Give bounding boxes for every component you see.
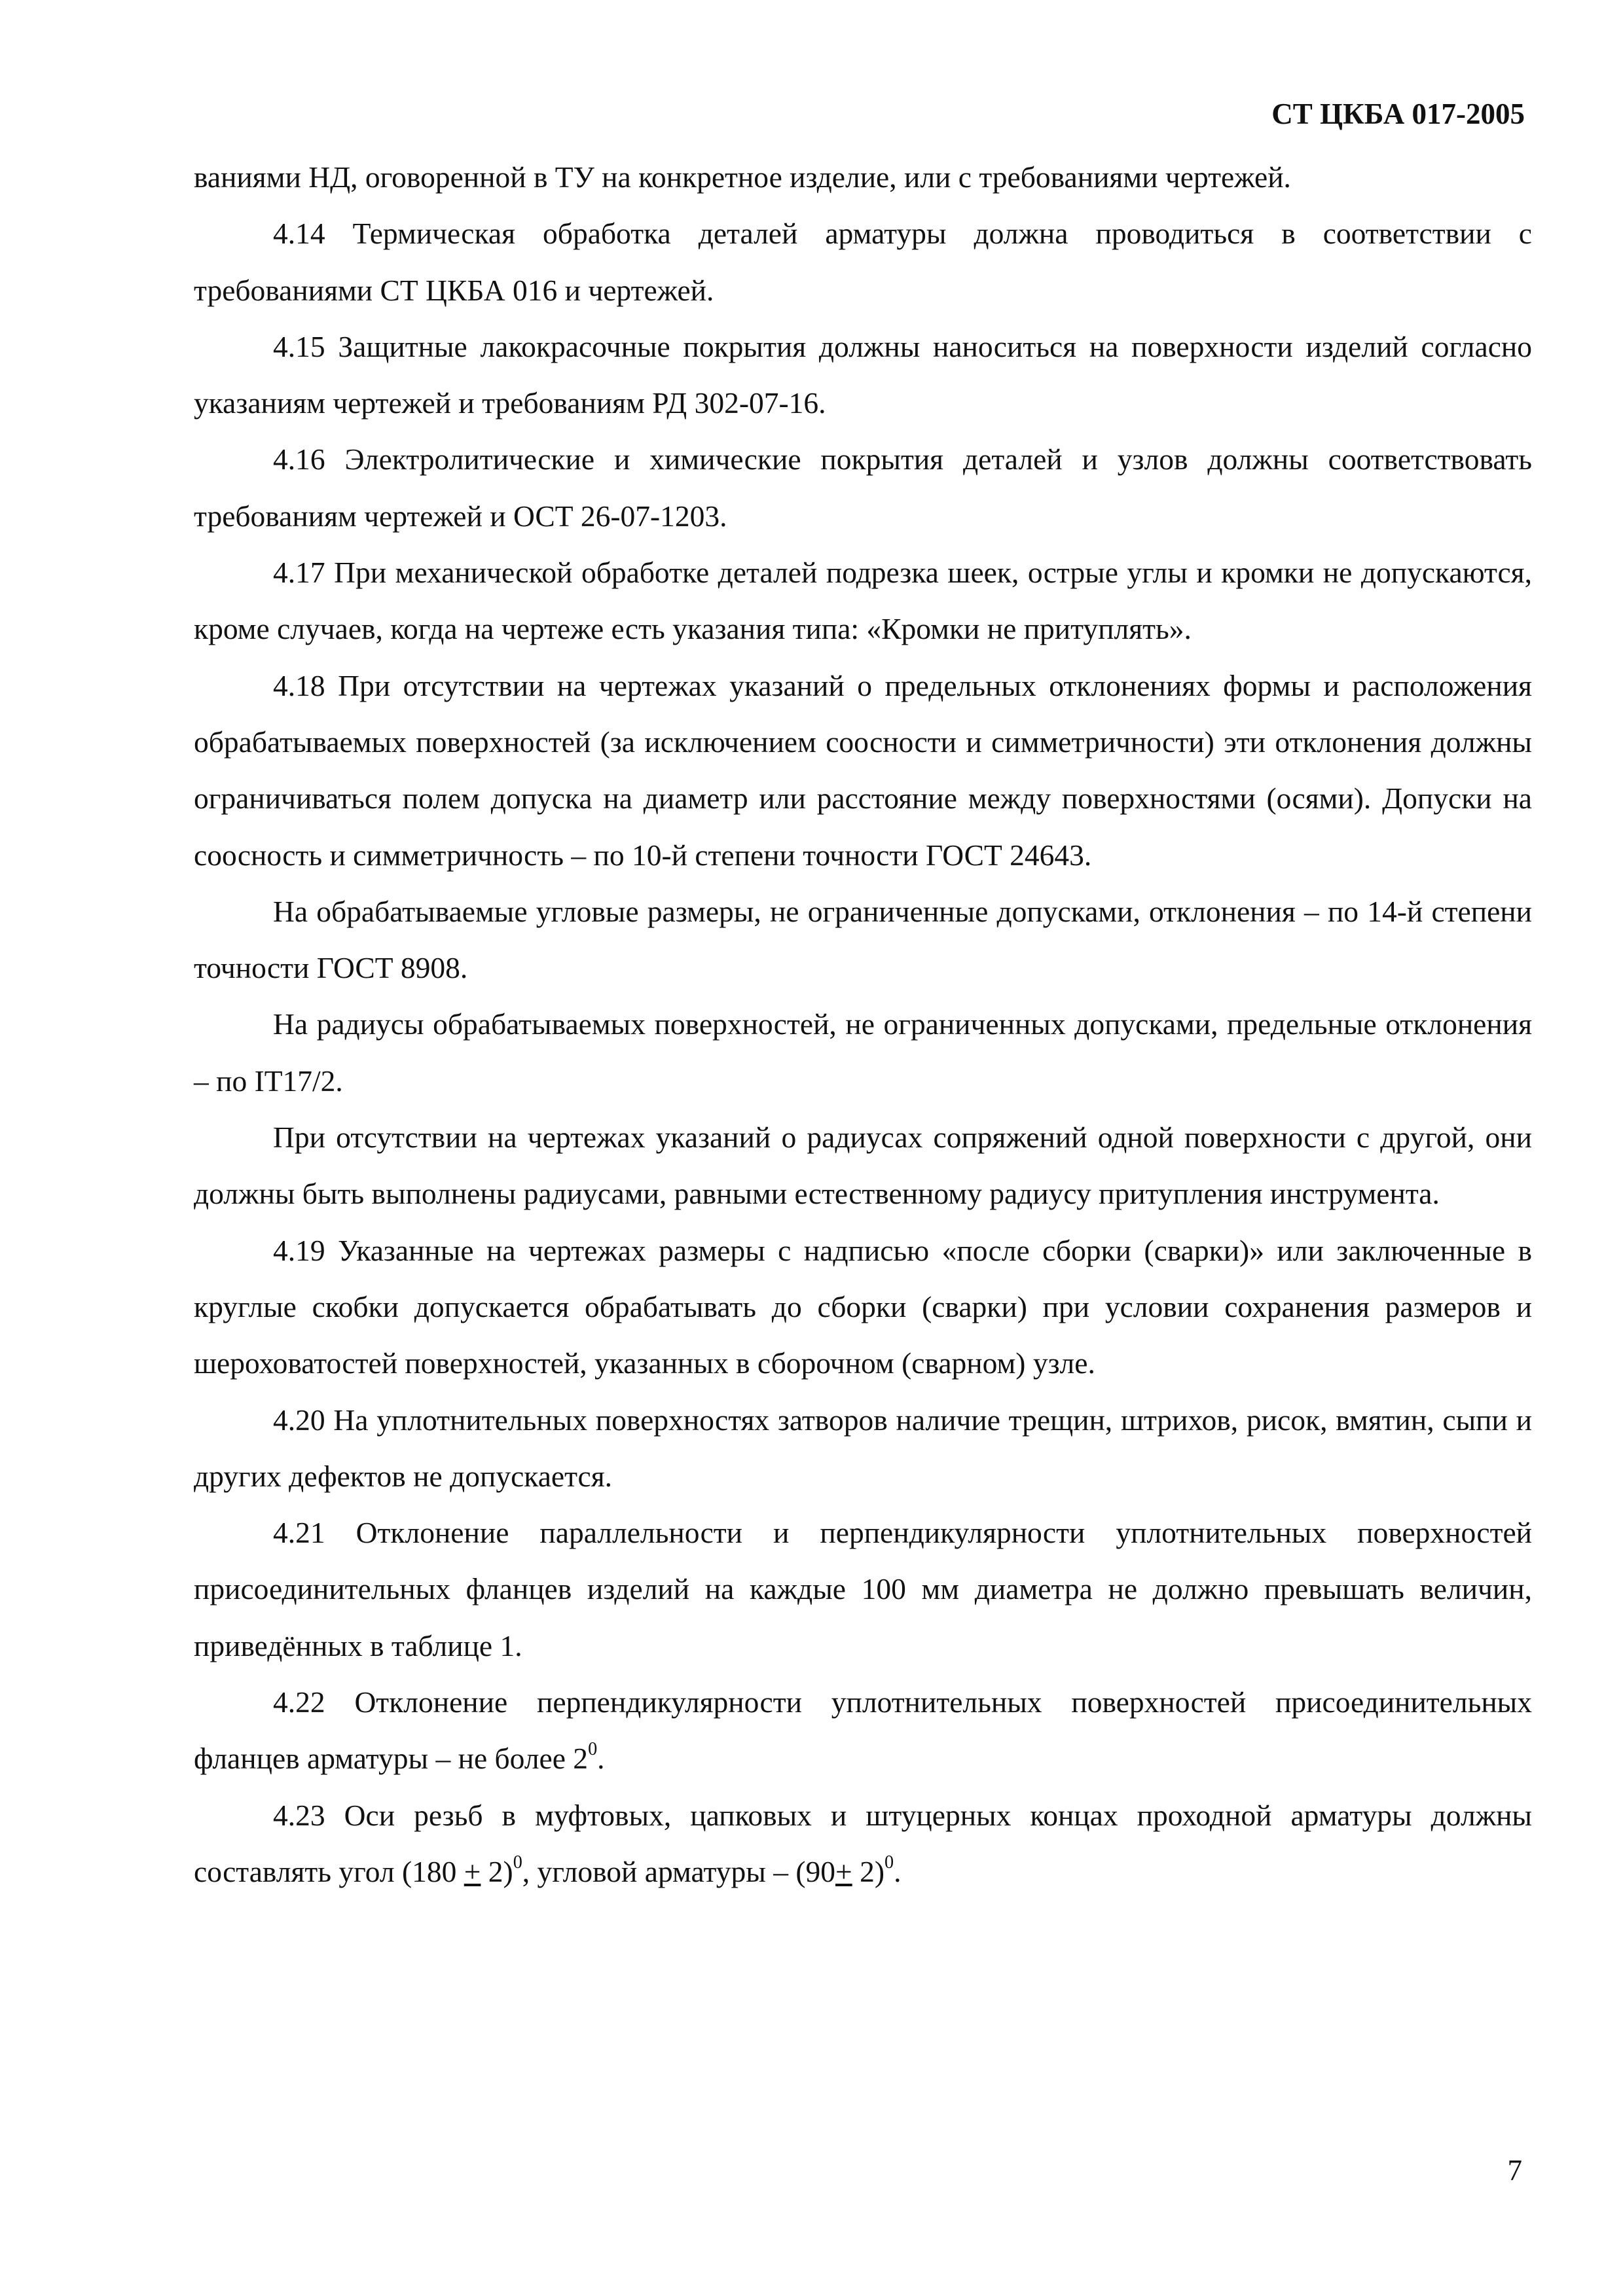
paragraph-4-22	[194, 1674, 1532, 1787]
paragraph-4-22-text: 4.22 Отклонение перпендикулярности уплотнительных поверхностей присоединительных фланцев арматуры – не более 2	[194, 1685, 1532, 1776]
paragraph-4-17: 4.17 При механической обработке деталей подрезка шеек, острые углы и кромки не допускаются, кроме случаев, когда на чертеже есть указания типа: «Кромки не притуплять».	[194, 556, 1532, 646]
degree-superscript: 0	[513, 1852, 522, 1873]
degree-superscript: 0	[884, 1852, 894, 1873]
plus-minus-sign: +	[464, 1854, 481, 1888]
paragraph-continuation: ваниями НД, оговоренной в ТУ на конкретное изделие, или с требованиями чертежей.	[194, 160, 1291, 194]
paragraph-4-18-fillets: При отсутствии на чертежах указаний о радиусах сопряжений одной поверхности с другой, они должны быть выполнены радиусами, равными естественному радиусу притупления инструмента.	[194, 1121, 1532, 1211]
plus-minus-sign: +	[835, 1854, 852, 1888]
paragraph-4-19: 4.19 Указанные на чертежах размеры с надписью «после сборки (сварки)» или заключенные в круглые скобки допускается обрабатывать до сборки (сварки) при условии сохранения размеров и шероховатостей поверхностей, указанных в сборочном (сварном) узле.	[194, 1233, 1532, 1380]
paragraph-4-23	[194, 1787, 1532, 1901]
document-code-header: СТ ЦКБА 017-2005	[1271, 98, 1525, 130]
paragraph-4-23-text-c: , угловой арматуры – (90	[522, 1854, 836, 1888]
paragraph-4-18-radii: На радиусы обрабатываемых поверхностей, не ограниченных допусками, предельные отклонения – по IT17/2.	[194, 1007, 1532, 1098]
paragraph-4-23-text-d: 2)	[852, 1854, 884, 1888]
paragraph-4-23-text-a: 4.23 Оси резьб в муфтовых, цапковых и штуцерных концах проходной арматуры должны составлять угол (180	[194, 1798, 1532, 1888]
paragraph-4-18-angular: На обрабатываемые угловые размеры, не ограниченные допусками, отклонения – по 14-й степени точности ГОСТ 8908.	[194, 894, 1532, 985]
paragraph-4-14: 4.14 Термическая обработка деталей арматуры должна проводиться в соответствии с требованиями СТ ЦКБА 016 и чертежей.	[194, 217, 1532, 307]
document-body	[194, 149, 1532, 1900]
paragraph-4-21: 4.21 Отклонение параллельности и перпендикулярности уплотнительных поверхностей присоединительных фланцев изделий на каждые 100 мм диаметра не должно превышать величин, приведённых в таблице 1.	[194, 1516, 1532, 1662]
paragraph-4-15: 4.15 Защитные лакокрасочные покрытия должны наноситься на поверхности изделий согласно указаниям чертежей и требованиям РД 302-07-16.	[194, 329, 1532, 420]
paragraph-4-18: 4.18 При отсутствии на чертежах указаний о предельных отклонениях формы и расположения обрабатываемых поверхностей (за исключением соосности и симметричности) эти отклонения должны ограничиваться полем допуска на диаметр или расстояние между поверхностями (осями). Допуски на соосность и симметричность – по 10-й степени точности ГОСТ 24643.	[194, 668, 1532, 872]
paragraph-4-23-end: .	[894, 1854, 902, 1888]
page-number: 7	[1507, 2154, 1522, 2187]
paragraph-4-20: 4.20 На уплотнительных поверхностях затворов наличие трещин, штрихов, рисок, вмятин, сыпи и других дефектов не допускается.	[194, 1403, 1532, 1493]
paragraph-4-22-end: .	[597, 1742, 605, 1776]
paragraph-4-23-text-b: 2)	[481, 1854, 513, 1888]
paragraph-4-16: 4.16 Электролитические и химические покрытия деталей и узлов должны соответствовать требованиям чертежей и ОСТ 26-07-1203.	[194, 442, 1532, 533]
degree-superscript: 0	[588, 1739, 598, 1760]
